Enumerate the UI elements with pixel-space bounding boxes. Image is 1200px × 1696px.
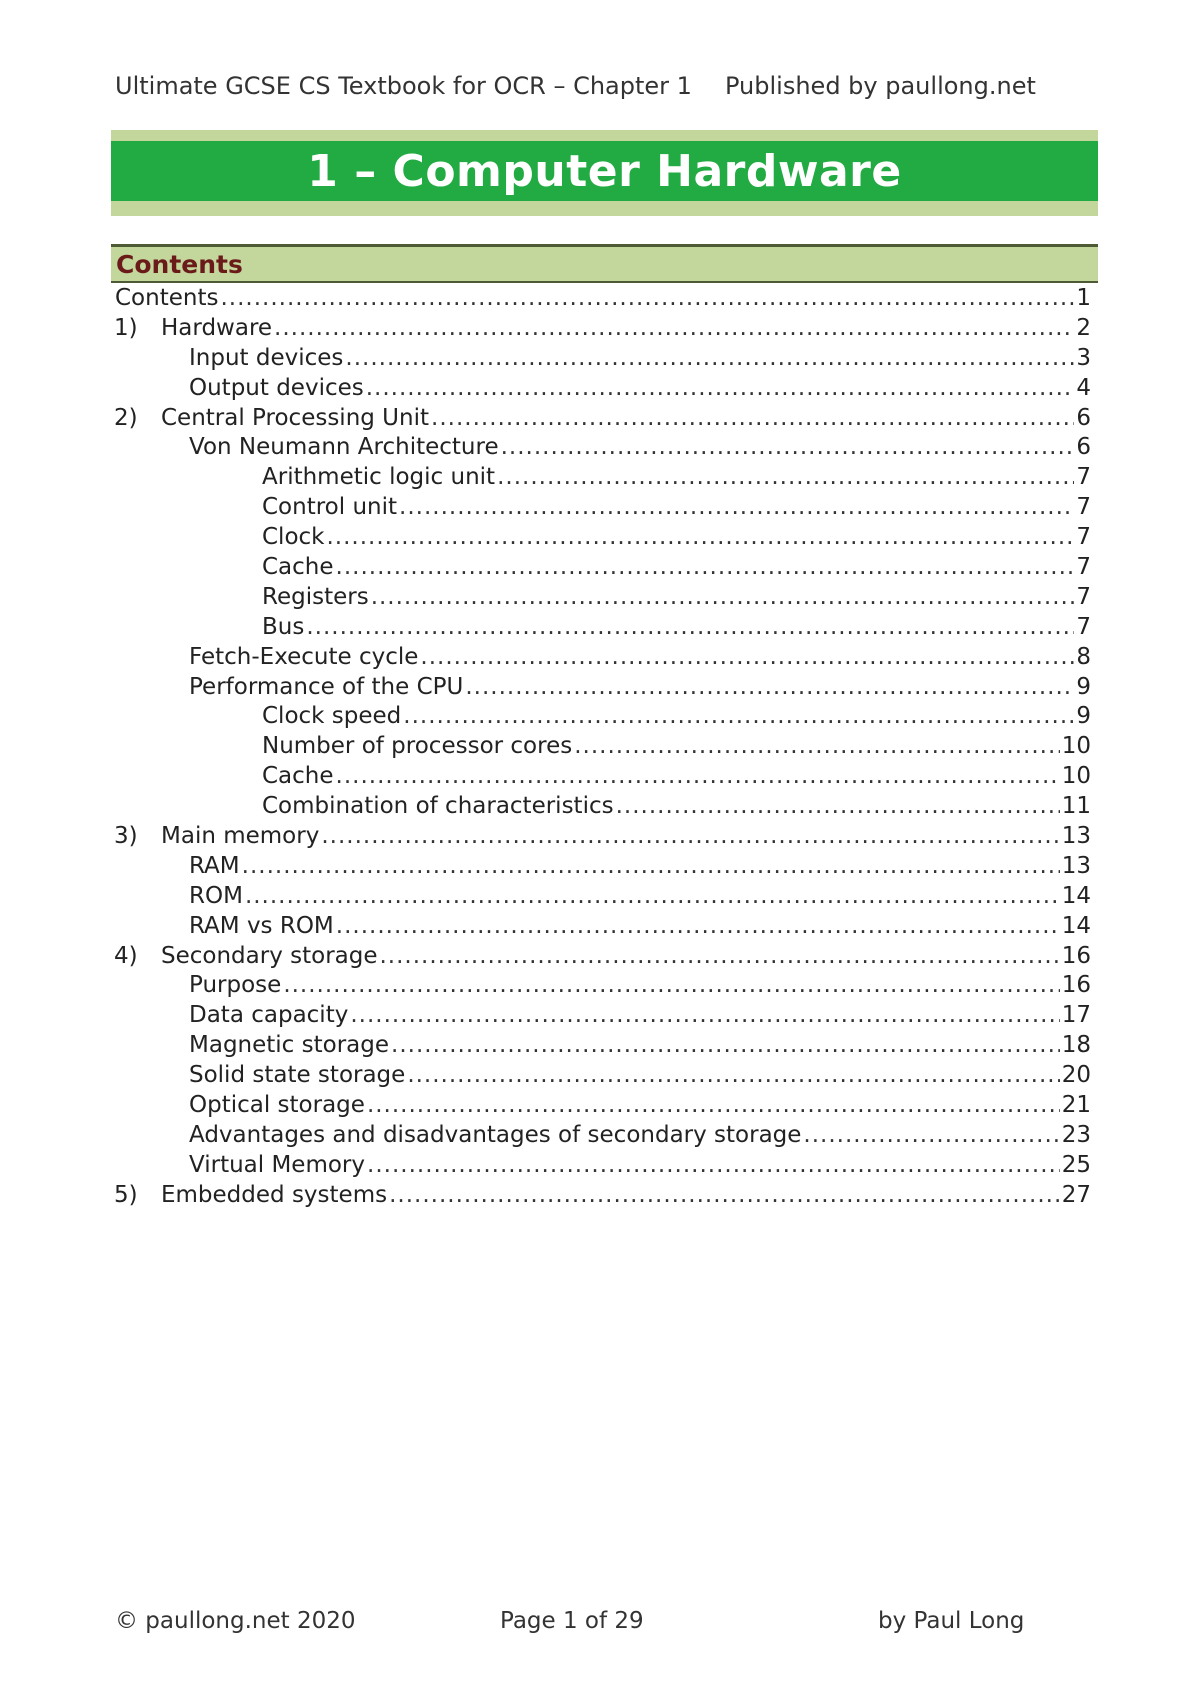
toc-entry-label: Purpose xyxy=(189,972,282,999)
toc-entry-label: Output devices xyxy=(189,374,364,401)
toc-entry-page: 16 xyxy=(1061,942,1091,969)
toc-entry-label: Main memory xyxy=(161,823,320,850)
toc-dot-leader xyxy=(371,583,1075,613)
toc-entry[interactable] xyxy=(111,673,1091,703)
toc-entry-label: Solid state storage xyxy=(189,1062,406,1089)
toc-entry-label: Hardware xyxy=(161,314,273,341)
toc-entry[interactable] xyxy=(111,942,1091,972)
toc-entry-page: 13 xyxy=(1061,852,1091,879)
toc-entry-page: 6 xyxy=(1076,434,1091,461)
toc-dot-leader xyxy=(306,613,1074,643)
toc-dot-leader xyxy=(327,523,1075,553)
toc-entry-label: RAM xyxy=(189,852,240,879)
toc-dot-leader xyxy=(336,553,1075,583)
toc-dot-leader xyxy=(803,1121,1059,1151)
toc-dot-leader xyxy=(465,673,1074,703)
toc-dot-leader xyxy=(283,971,1059,1001)
toc-entry-page: 7 xyxy=(1076,613,1091,640)
toc-dot-leader xyxy=(407,1061,1059,1091)
toc-dot-leader xyxy=(321,822,1059,852)
contents-heading: Contents xyxy=(116,250,243,279)
toc-entry-page: 20 xyxy=(1061,1062,1091,1089)
toc-entry-page: 25 xyxy=(1061,1151,1091,1178)
toc-entry-label: Bus xyxy=(262,613,305,640)
toc-entry-page: 7 xyxy=(1076,524,1091,551)
toc-entry-number: 2) xyxy=(114,404,138,431)
toc-entry-page: 7 xyxy=(1076,494,1091,521)
toc-entry-number: 5) xyxy=(114,1181,138,1208)
toc-dot-leader xyxy=(242,852,1060,882)
toc-entry-page: 1 xyxy=(1076,285,1091,311)
toc-entry[interactable] xyxy=(111,1121,1091,1151)
table-of-contents xyxy=(111,284,1091,1211)
toc-entry-page: 14 xyxy=(1061,882,1091,909)
toc-entry-label: Virtual Memory xyxy=(189,1151,366,1178)
toc-entry-page: 27 xyxy=(1061,1181,1091,1208)
toc-entry-page: 7 xyxy=(1076,464,1091,491)
toc-dot-leader xyxy=(336,912,1060,942)
toc-dot-leader xyxy=(497,463,1074,493)
toc-entry[interactable] xyxy=(111,613,1091,643)
toc-dot-leader xyxy=(616,792,1060,822)
toc-entry-label: Cache xyxy=(262,763,334,790)
toc-entry[interactable] xyxy=(111,702,1091,732)
toc-entry-label: Optical storage xyxy=(189,1092,365,1119)
toc-entry-page: 14 xyxy=(1061,912,1091,939)
toc-entry[interactable] xyxy=(111,404,1091,434)
toc-entry[interactable] xyxy=(111,1181,1091,1211)
toc-entry[interactable] xyxy=(111,1091,1091,1121)
header-book-title: Ultimate GCSE CS Textbook for OCR – Chapter 1 xyxy=(115,72,692,100)
footer-copyright: © paullong.net 2020 xyxy=(115,1608,356,1634)
toc-entry-label: Arithmetic logic unit xyxy=(262,464,496,491)
footer-page-number: Page 1 of 29 xyxy=(500,1608,644,1634)
toc-dot-leader xyxy=(389,1181,1060,1211)
toc-dot-leader xyxy=(574,732,1060,762)
toc-entry-label: Data capacity xyxy=(189,1002,349,1029)
toc-entry-page: 21 xyxy=(1061,1092,1091,1119)
toc-entry[interactable] xyxy=(111,1151,1091,1181)
toc-entry[interactable] xyxy=(111,971,1091,1001)
contents-heading-bar xyxy=(111,244,1098,283)
chapter-title-band xyxy=(111,130,1098,216)
toc-entry[interactable] xyxy=(111,882,1091,912)
toc-entry-label: Advantages and disadvantages of secondary storage xyxy=(189,1121,802,1148)
toc-entry[interactable] xyxy=(111,314,1091,344)
toc-entry-page: 9 xyxy=(1076,703,1091,730)
toc-entry[interactable] xyxy=(111,523,1091,553)
toc-dot-leader xyxy=(420,643,1074,673)
toc-entry-page: 10 xyxy=(1061,763,1091,790)
page-footer xyxy=(115,1608,1115,1638)
toc-dot-leader xyxy=(220,284,1074,314)
toc-entry-label: Clock speed xyxy=(262,703,402,730)
toc-entry[interactable] xyxy=(111,374,1091,404)
toc-entry-number: 4) xyxy=(114,942,138,969)
toc-dot-leader xyxy=(501,433,1075,463)
toc-entry-label: Von Neumann Architecture xyxy=(189,434,499,461)
toc-entry-page: 18 xyxy=(1061,1032,1091,1059)
toc-dot-leader xyxy=(245,882,1060,912)
toc-entry-page: 8 xyxy=(1076,643,1091,670)
toc-entry-label: Registers xyxy=(262,583,369,610)
toc-entry-label: Secondary storage xyxy=(161,942,378,969)
toc-entry[interactable] xyxy=(111,463,1091,493)
toc-entry[interactable] xyxy=(111,852,1091,882)
toc-dot-leader xyxy=(399,493,1074,523)
toc-entry-label: Contents xyxy=(115,285,219,311)
toc-entry-label: Central Processing Unit xyxy=(161,404,430,431)
toc-entry[interactable] xyxy=(111,822,1091,852)
footer-author: by Paul Long xyxy=(878,1608,1025,1634)
toc-entry[interactable] xyxy=(111,344,1091,374)
toc-entry-label: Number of processor cores xyxy=(262,733,573,760)
toc-dot-leader xyxy=(274,314,1074,344)
toc-entry-page: 9 xyxy=(1076,673,1091,700)
toc-entry-page: 7 xyxy=(1076,583,1091,610)
toc-dot-leader xyxy=(380,942,1060,972)
toc-entry[interactable] xyxy=(111,284,1091,314)
chapter-title-box xyxy=(111,141,1098,201)
toc-entry-label: Embedded systems xyxy=(161,1181,388,1208)
toc-dot-leader xyxy=(336,762,1060,792)
toc-entry-page: 7 xyxy=(1076,554,1091,581)
toc-dot-leader xyxy=(350,1001,1059,1031)
toc-entry[interactable] xyxy=(111,912,1091,942)
toc-entry-page: 2 xyxy=(1076,314,1091,341)
page-header xyxy=(115,72,1115,102)
toc-entry-label: Combination of characteristics xyxy=(262,793,614,820)
toc-dot-leader xyxy=(345,344,1074,374)
toc-entry-label: Magnetic storage xyxy=(189,1032,390,1059)
toc-dot-leader xyxy=(367,1091,1060,1121)
toc-dot-leader xyxy=(366,374,1075,404)
toc-entry[interactable] xyxy=(111,1031,1091,1061)
toc-entry-label: ROM xyxy=(189,882,243,909)
toc-entry[interactable] xyxy=(111,583,1091,613)
toc-entry-page: 4 xyxy=(1076,374,1091,401)
toc-entry-page: 16 xyxy=(1061,972,1091,999)
toc-entry-page: 23 xyxy=(1061,1121,1091,1148)
toc-entry[interactable] xyxy=(111,732,1091,762)
toc-entry-label: Control unit xyxy=(262,494,398,521)
toc-entry-page: 6 xyxy=(1076,404,1091,431)
toc-entry[interactable] xyxy=(111,792,1091,822)
toc-entry[interactable] xyxy=(111,553,1091,583)
toc-entry-label: Performance of the CPU xyxy=(189,673,464,700)
toc-entry-label: Fetch-Execute cycle xyxy=(189,643,419,670)
toc-entry-number: 3) xyxy=(114,823,138,850)
toc-entry-number: 1) xyxy=(114,314,138,341)
toc-entry[interactable] xyxy=(111,493,1091,523)
toc-entry[interactable] xyxy=(111,1061,1091,1091)
chapter-title: 1 – Computer Hardware xyxy=(307,145,902,197)
toc-entry-page: 17 xyxy=(1061,1002,1091,1029)
header-publisher: Published by paullong.net xyxy=(725,72,1036,100)
toc-dot-leader xyxy=(431,404,1074,434)
toc-entry-label: Clock xyxy=(262,524,325,551)
toc-entry-label: Input devices xyxy=(189,344,344,371)
toc-entry[interactable] xyxy=(111,1001,1091,1031)
toc-entry[interactable] xyxy=(111,433,1091,463)
toc-entry[interactable] xyxy=(111,643,1091,673)
toc-dot-leader xyxy=(391,1031,1060,1061)
toc-dot-leader xyxy=(367,1151,1060,1181)
toc-entry-page: 11 xyxy=(1061,793,1091,820)
toc-dot-leader xyxy=(403,702,1074,732)
toc-entry-label: RAM vs ROM xyxy=(189,912,334,939)
toc-entry-page: 10 xyxy=(1061,733,1091,760)
toc-entry-page: 13 xyxy=(1061,823,1091,850)
toc-entry[interactable] xyxy=(111,762,1091,792)
toc-entry-page: 3 xyxy=(1076,344,1091,371)
toc-entry-label: Cache xyxy=(262,554,334,581)
